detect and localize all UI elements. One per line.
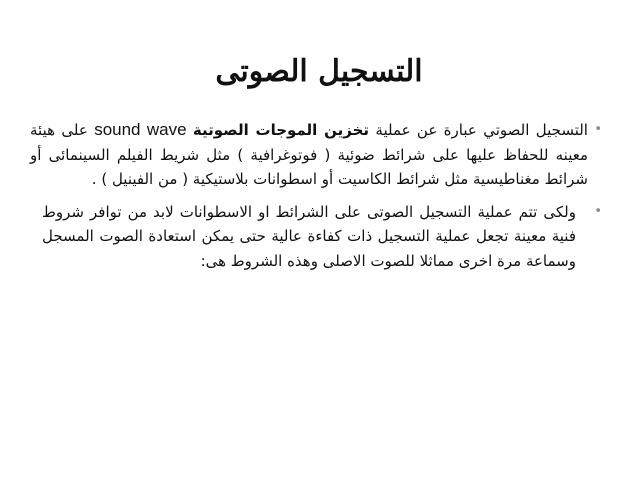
slide-content — [30, 118, 602, 281]
bullet-item-2 — [30, 200, 602, 274]
slide-title: التسجيل الصوتى — [215, 54, 423, 89]
bullet-item-1 — [30, 118, 602, 192]
bullet-1-latin-term: sound wave — [94, 120, 187, 139]
bullet-1-text-end: على هيئة معينه للحفاظ عليها على شرائط ضوئية ( فوتوغرافية ) مثل شريط الفيلم السينمائى أو شرائط مغناطيسية مثل شرائط الكاسيت أو اسطوانات بلاستيكية ( من الفينيل ) . — [30, 121, 588, 188]
bullet-1-bold-phrase: تخزين الموجات الصوتية — [192, 121, 370, 139]
bullet-1-text-start: التسجيل الصوتي عبارة عن عملية — [369, 121, 588, 139]
bullet-dot-icon: • — [594, 203, 602, 219]
bullet-2-text: ولكى تتم عملية التسجيل الصوتى على الشرائط او الاسطوانات لابد من توافر شروط فنية معينة تجعل عملية التسجيل ذات كفاءة عالية حتى يمكن استعادة الصوت المسجل وسماعة مرة اخرى مماثلا للصوت الاصلى وهذه الشروط هى: — [42, 202, 576, 270]
bullet-dot-icon: • — [594, 122, 602, 137]
